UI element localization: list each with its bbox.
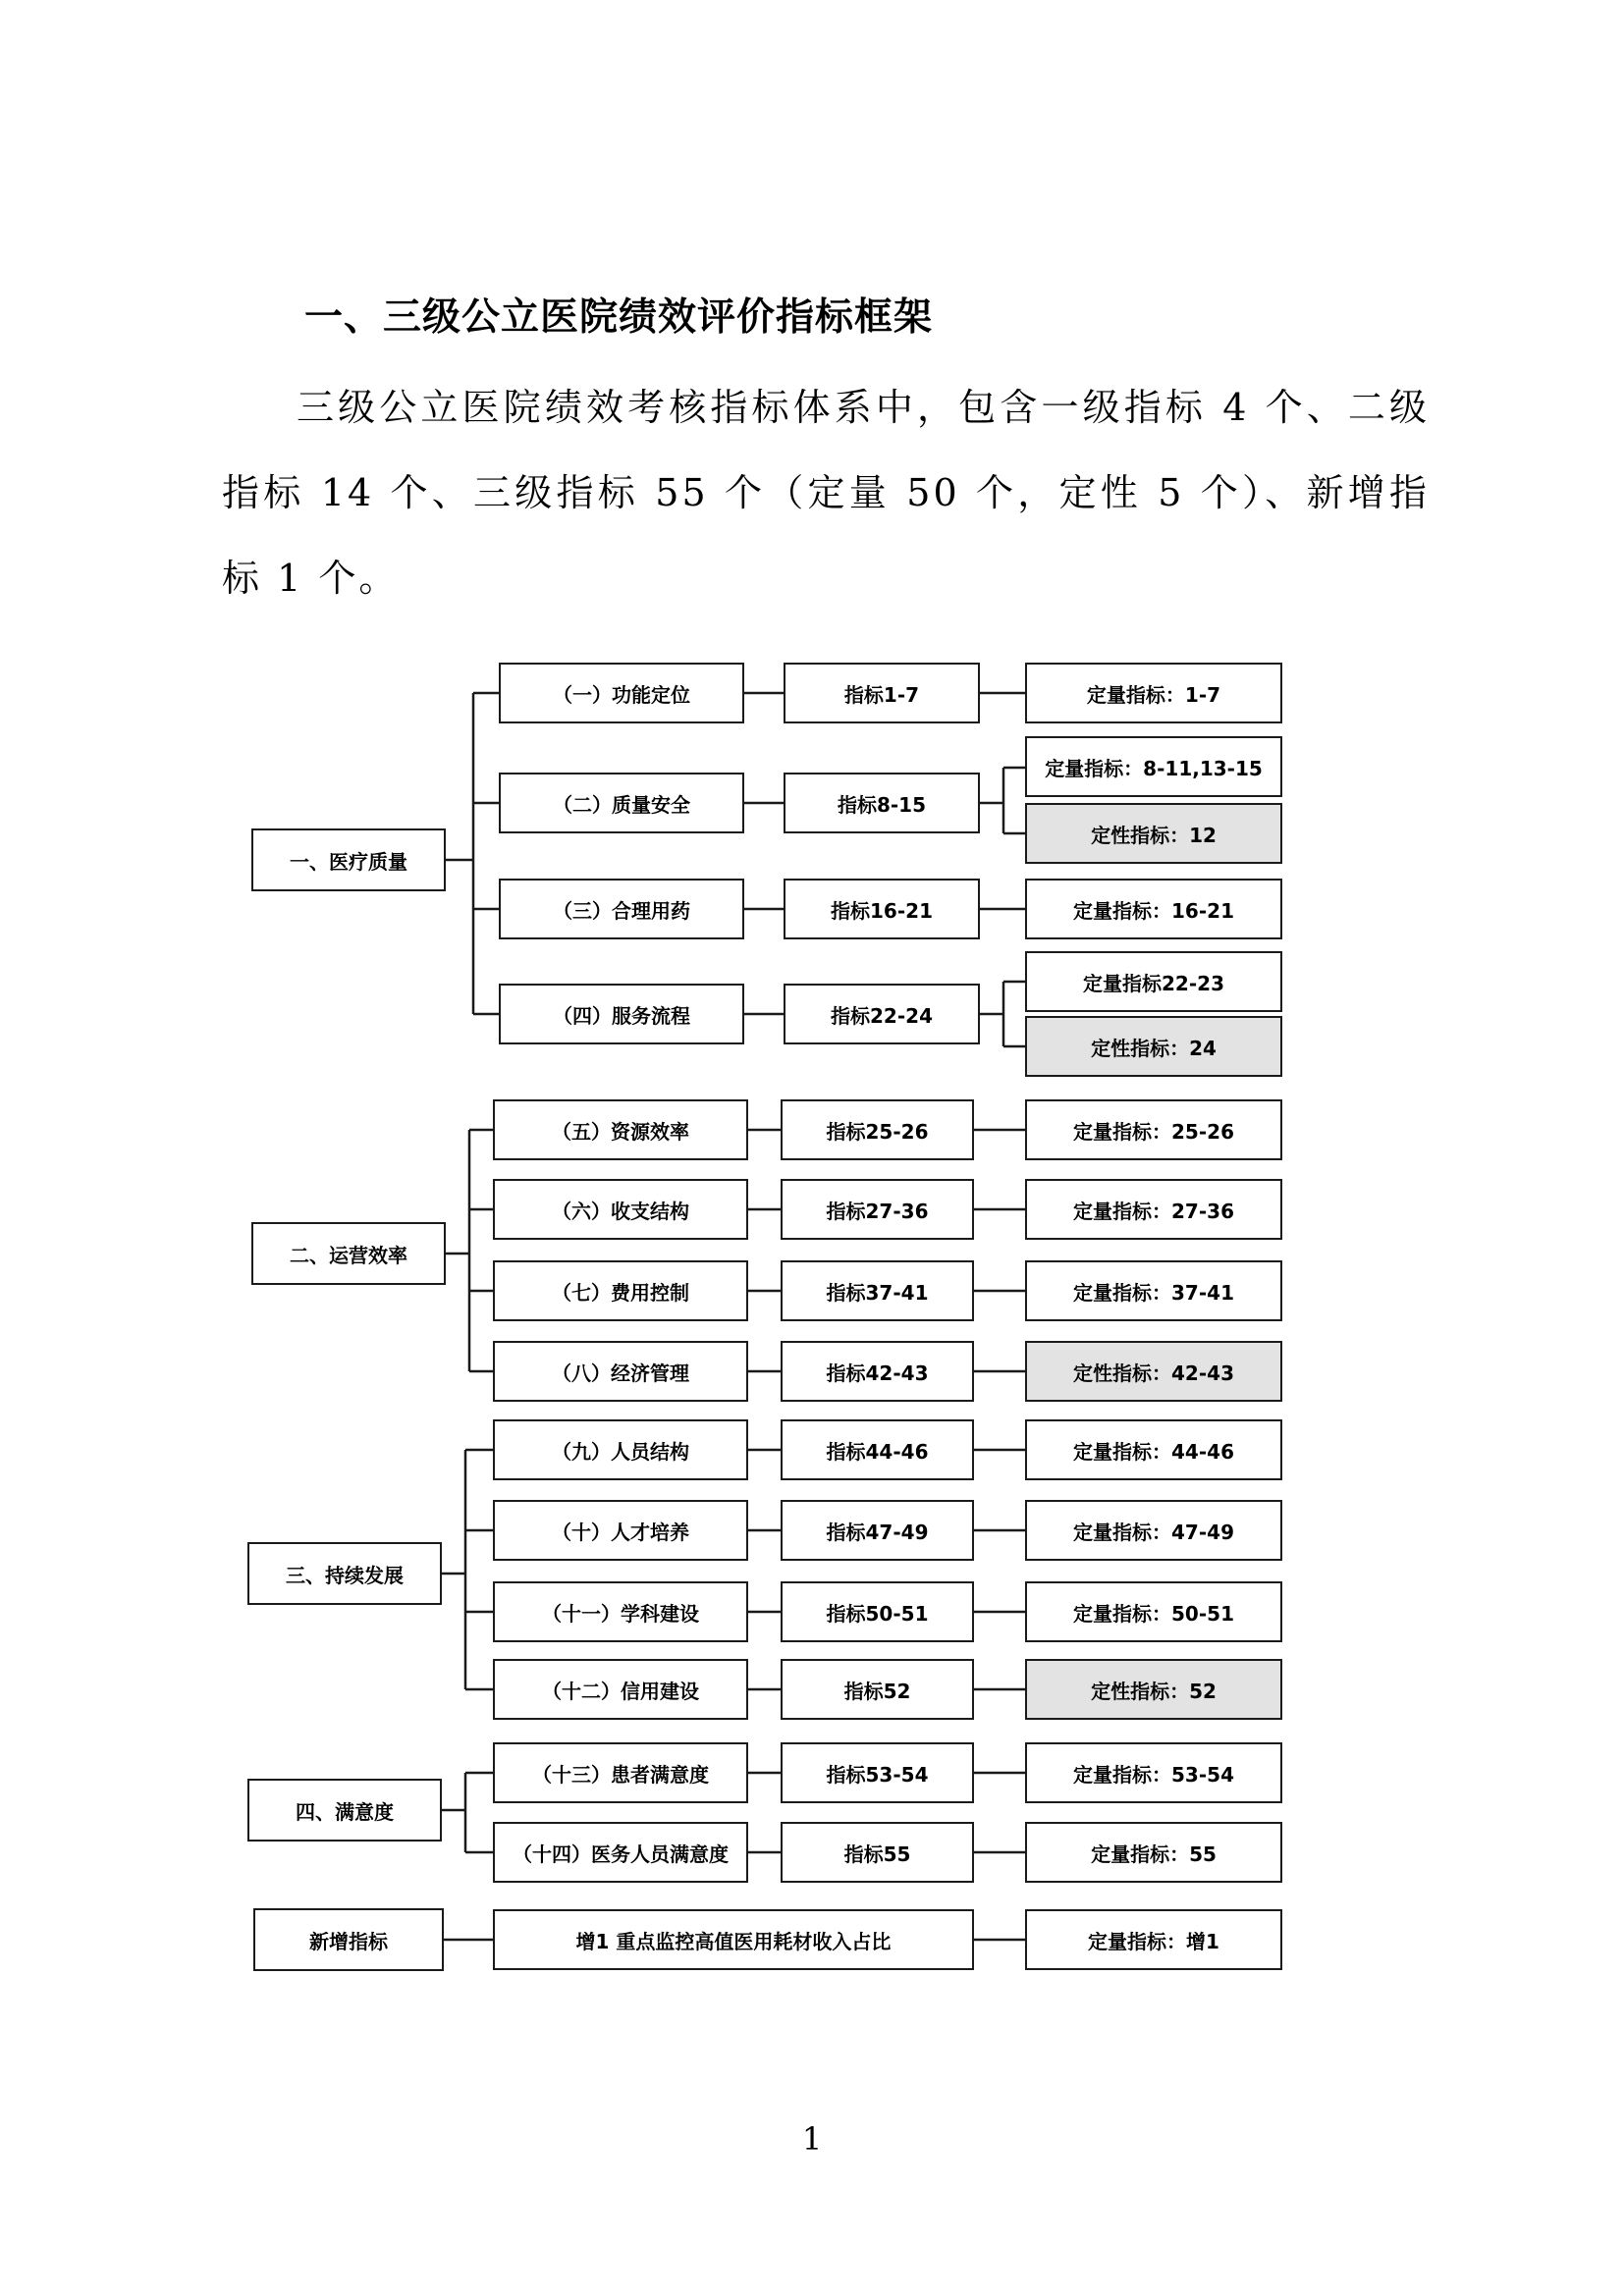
level2-box: （六）收支结构 (493, 1179, 748, 1240)
indicator-range-box: 指标44-46 (781, 1419, 974, 1480)
level2-box: （三）合理用药 (499, 879, 744, 939)
qualitative-indicator-box: 定性指标：52 (1025, 1659, 1282, 1720)
indicator-type-box: 定量指标：47-49 (1025, 1500, 1282, 1561)
page-number: 1 (801, 2120, 823, 2158)
indicator-type-box: 定量指标：50-51 (1025, 1581, 1282, 1642)
intro-paragraph: 三级公立医院绩效考核指标体系中，包含一级指标 4 个、二级指标 14 个、三级指标 55 个（定量 50 个，定性 5 个）、新增指标 1 个。 (222, 386, 1430, 600)
indicator-range-box: 指标1-7 (784, 663, 980, 723)
level2-box: （八）经济管理 (493, 1341, 748, 1402)
indicator-type-box: 定量指标：1-7 (1025, 663, 1282, 723)
qualitative-indicator-box: 定性指标：24 (1025, 1016, 1282, 1077)
level1-box: 一、医疗质量 (251, 828, 446, 891)
indicator-range-box: 指标53-54 (781, 1742, 974, 1803)
level1-box: 三、持续发展 (247, 1542, 442, 1605)
indicator-range-box: 指标47-49 (781, 1500, 974, 1561)
level2-box: （十一）学科建设 (493, 1581, 748, 1642)
level2-box: （四）服务流程 (499, 984, 744, 1044)
indicator-type-box: 定量指标：8-11,13-15 (1025, 736, 1282, 797)
level2-box: （十三）患者满意度 (493, 1742, 748, 1803)
indicator-type-box: 定量指标：37-41 (1025, 1260, 1282, 1321)
level2-box: （十）人才培养 (493, 1500, 748, 1561)
level2-box: （一）功能定位 (499, 663, 744, 723)
section-heading: 一、三级公立医院绩效评价指标框架 (304, 295, 934, 340)
indicator-type-box: 定量指标：53-54 (1025, 1742, 1282, 1803)
indicator-type-box: 定量指标：16-21 (1025, 879, 1282, 939)
indicator-type-box: 定量指标22-23 (1025, 951, 1282, 1012)
level2-box: （七）费用控制 (493, 1260, 748, 1321)
indicator-range-box: 指标52 (781, 1659, 974, 1720)
indicator-range-box: 指标16-21 (784, 879, 980, 939)
level2-box: （二）质量安全 (499, 773, 744, 833)
indicator-range-box: 指标8-15 (784, 773, 980, 833)
level1-box: 二、运营效率 (251, 1222, 446, 1285)
level2-box: （九）人员结构 (493, 1419, 748, 1480)
indicator-range-box: 指标55 (781, 1822, 974, 1883)
level1-box: 新增指标 (253, 1908, 444, 1971)
indicator-type-box: 定量指标：27-36 (1025, 1179, 1282, 1240)
indicator-type-box: 定量指标：55 (1025, 1822, 1282, 1883)
indicator-type-box: 定量指标：25-26 (1025, 1099, 1282, 1160)
new-indicator-box: 增1 重点监控高值医用耗材收入占比 (493, 1909, 974, 1970)
indicator-range-box: 指标22-24 (784, 984, 980, 1044)
indicator-range-box: 指标27-36 (781, 1179, 974, 1240)
indicator-type-box: 定量指标：增1 (1025, 1909, 1282, 1970)
level2-box: （十二）信用建设 (493, 1659, 748, 1720)
indicator-range-box: 指标42-43 (781, 1341, 974, 1402)
indicator-type-box: 定量指标：44-46 (1025, 1419, 1282, 1480)
indicator-range-box: 指标50-51 (781, 1581, 974, 1642)
level1-box: 四、满意度 (247, 1779, 442, 1842)
qualitative-indicator-box: 定性指标：42-43 (1025, 1341, 1282, 1402)
level2-box: （五）资源效率 (493, 1099, 748, 1160)
qualitative-indicator-box: 定性指标：12 (1025, 803, 1282, 864)
indicator-range-box: 指标37-41 (781, 1260, 974, 1321)
level2-box: （十四）医务人员满意度 (493, 1822, 748, 1883)
indicator-range-box: 指标25-26 (781, 1099, 974, 1160)
